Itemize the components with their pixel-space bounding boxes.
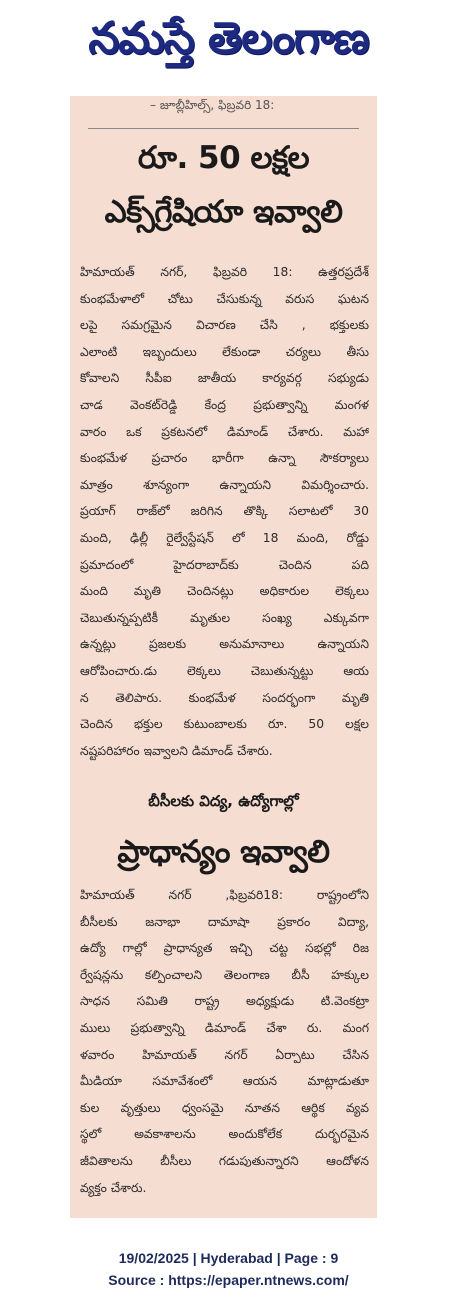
body-line: వారం ఒక ప్రకటనలో డిమాండ్ చేశారు. మహా <box>80 424 369 439</box>
body-line: వ్యక్తం చేశారు. <box>80 1180 147 1195</box>
body-line: మీడియా సమావేశంలో ఆయన మాట్లాడుతూ <box>80 1074 369 1089</box>
newspaper-logo: నమస్తే తెలంగాణ <box>88 13 369 64</box>
body-line: కుంభమేళ ప్రచారం భారీగా ఉన్నా సౌకర్యాలు <box>80 451 369 466</box>
article2-subheadline: బీసీలకు విద్య, ఉద్యోగాల్లో <box>148 792 299 810</box>
body-line: ఉన్నట్లు ప్రజలకు అనుమానాలు ఉన్నాయని <box>80 637 369 652</box>
body-line: ములు ప్రభుత్వాన్ని డిమాండ్ చేశా రు. మంగ <box>80 1020 369 1035</box>
body-line: చెందిన భక్తుల కుటుంబాలకు రూ. 50 లక్షల <box>80 717 369 732</box>
masthead <box>0 0 457 88</box>
body-line: లపై సమగ్రమైన విచారణ చేసి , భక్తులకు <box>80 318 369 333</box>
article1-body <box>80 259 369 764</box>
body-line: చెబుతున్నప్పటికీ మృతుల సంఖ్య ఎక్కువగా <box>80 610 369 625</box>
body-line: మంది మృతి చెందినట్లు అధికారుల లెక్కలు <box>80 584 369 599</box>
body-line: మంది, ఢిల్లీ రైల్వేస్టేషన్ లో 18 మంది, రోడ్డు <box>80 530 369 545</box>
article1-dateline: – జూబ్లీహిల్స్, ఫిబ్రవరి 18: <box>150 98 275 112</box>
body-line: కోవాలని సీపీఐ జాతీయ కార్యవర్గ సభ్యుడు <box>80 371 369 386</box>
body-line: ఎలాంటి ఇబ్బందులు లేకుండా చర్యలు తీసు <box>80 344 369 359</box>
footer-date-page: 19/02/2025 | Hyderabad | Page : 9 <box>118 1250 339 1266</box>
news-clipping <box>70 96 377 1218</box>
body-line: బీసీలకు జనాభా దామాషా ప్రకారం విద్యా, <box>80 914 369 929</box>
body-line: కుల వృత్తులు ధ్వంసమై నూతన ఆర్థిక వ్యవ <box>80 1100 369 1115</box>
article1-headline-line1: రూ. 50 లక్షల <box>137 140 310 176</box>
body-line: స్థలో అవకాశాలను అందుకోలేక దుర్భరమైన <box>80 1127 369 1142</box>
header-divider <box>88 128 359 129</box>
body-line: న తెలిపారు. కుంభమేళ సందర్భంగా మృతి <box>80 690 369 705</box>
body-line: హిమాయత్ నగర్, ఫిబ్రవరి 18: ఉత్తరప్రదేశ్ <box>80 265 369 279</box>
footer-source: Source : https://epaper.ntnews.com/ <box>108 1272 349 1288</box>
body-line: మాత్రం శూన్యంగా ఉన్నాయని విమర్శించారు. <box>80 477 369 492</box>
body-line: జీవితాలను బీసీలు గడుపుతున్నారని ఆందోళన <box>80 1153 369 1168</box>
body-line: కుంభమేళాలో చోటు చేసుకున్న వరుస ఘటన <box>80 291 369 306</box>
article2-headline: ప్రాధాన్యం ఇవ్వాలి <box>117 834 330 870</box>
body-line: నష్టపరిహారం ఇవ్వాలని డిమాండ్ చేశారు. <box>80 743 273 758</box>
body-line: ళవారం హిమాయత్ నగర్ ఏర్పాటు చేసిన <box>80 1047 369 1062</box>
article1-headline-line2: ఎక్స్‌గ్రేషియా ఇవ్వాలి <box>104 194 343 230</box>
article2-body <box>80 882 369 1201</box>
body-line: చాడ వెంకట్‌రెడ్డి కేంద్ర ప్రభుత్వాన్ని మంగళ <box>80 397 369 412</box>
body-line: ఉద్యో గాల్లో ప్రాధాన్యత ఇచ్చి చట్ట సభల్లో రిజ <box>80 941 369 956</box>
body-line: సాధన సమితి రాష్ట్ర అధ్యక్షుడు టి.వెంకట్రా <box>80 994 369 1009</box>
body-line: ర్వేషన్లను కల్పించాలని తెలంగాణ బీసీ హక్కుల <box>80 967 369 982</box>
body-line: ప్రమాదంలో హైదరాబాద్‌కు చెందిన పది <box>80 557 369 572</box>
body-line: ప్రయాగ్ రాజ్‌లో జరిగిన తొక్కి సలాటలో 30 <box>80 504 369 519</box>
body-line: హిమాయత్ నగర్ ,ఫిబ్రవరి18: రాష్ట్రంలోని <box>80 888 369 902</box>
body-line: ఆరోపించారు.డు లెక్కలు చెబుతున్నట్టు ఆయ <box>80 663 369 678</box>
